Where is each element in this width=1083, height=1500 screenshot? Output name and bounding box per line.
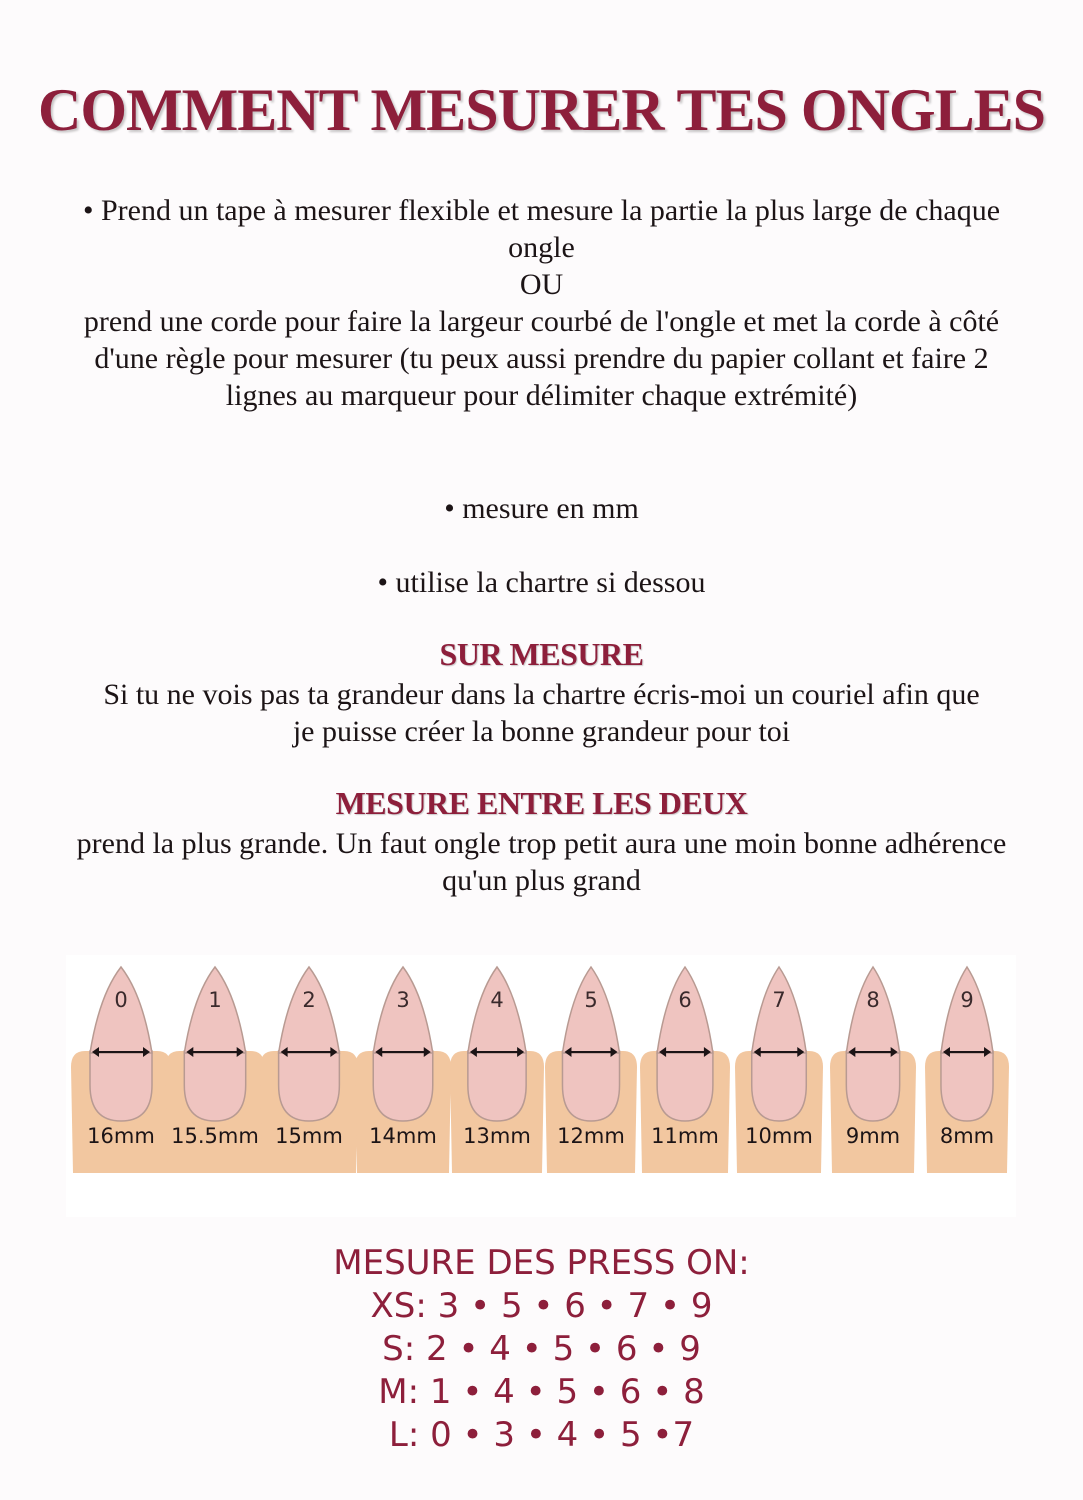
nail-size-number: 2 xyxy=(302,988,316,1012)
nail-size-number: 6 xyxy=(678,988,692,1012)
nail-width-label: 11mm xyxy=(651,1124,719,1148)
nail-bed xyxy=(90,1051,152,1121)
nail-bed xyxy=(562,1051,619,1121)
sur-mesure-heading: SUR MESURE xyxy=(439,636,644,672)
instructions-block xyxy=(70,192,1013,414)
nail-bed xyxy=(373,1051,433,1121)
press-on-set-xs: XS: 3 • 5 • 6 • 7 • 9 xyxy=(370,1286,713,1326)
nail-bed xyxy=(279,1051,340,1121)
nail-size-chart xyxy=(66,955,1016,1217)
nail-bed xyxy=(657,1051,713,1121)
sur-mesure-text: Si tu ne vois pas ta grandeur dans la chartre écris-moi un couriel afin que je puisse créer la bonne grandeur pour toi xyxy=(103,678,980,748)
nail-size-number: 3 xyxy=(396,988,410,1012)
nail-bed xyxy=(941,1051,993,1121)
nail-width-label: 10mm xyxy=(745,1124,813,1148)
nail-width-label: 15mm xyxy=(275,1124,343,1148)
nail-3 xyxy=(355,967,451,1173)
nail-4 xyxy=(450,967,544,1173)
nail-width-label: 16mm xyxy=(87,1124,155,1148)
nail-9 xyxy=(925,967,1009,1173)
nail-size-number: 9 xyxy=(960,988,974,1012)
nail-6 xyxy=(640,967,730,1173)
nail-width-label: 12mm xyxy=(557,1124,625,1148)
instruction-step-1: • Prend un tape à mesurer flexible et mesure la partie la plus large de chaque ongle xyxy=(82,194,1001,264)
nail-bed xyxy=(846,1051,899,1121)
nail-size-chart-svg xyxy=(66,955,1016,1217)
press-on-sizes xyxy=(0,1242,1083,1457)
nail-size-number: 4 xyxy=(490,988,504,1012)
press-on-set-m: M: 1 • 4 • 5 • 6 • 8 xyxy=(378,1372,705,1412)
nail-width-label: 13mm xyxy=(463,1124,531,1148)
nail-size-number: 1 xyxy=(208,988,222,1012)
page-title: COMMENT MESURER TES ONGLES xyxy=(38,77,1045,143)
instruction-step-2: • mesure en mm xyxy=(444,492,639,525)
entre-deux-text: prend la plus grande. Un faut ongle trop petit aura une moin bonne adhérence qu'un plus grand xyxy=(76,827,1007,897)
instruction-or: OU xyxy=(519,268,564,301)
nail-width-label: 8mm xyxy=(939,1124,995,1148)
instruction-step-1-alt: prend une corde pour faire la largeur courbé de l'ongle et met la corde à côté d'une règle pour mesurer (tu peux aussi prendre du papier collant et faire 2 lignes au marqueur pour délimiter chaque extrémité) xyxy=(83,305,1000,412)
nail-size-number: 5 xyxy=(584,988,598,1012)
press-on-heading: MESURE DES PRESS ON: xyxy=(333,1243,750,1283)
nail-width-label: 9mm xyxy=(845,1124,901,1148)
nail-0 xyxy=(71,967,171,1173)
nail-bed xyxy=(752,1051,807,1121)
instruction-step-3: • utilise la chartre si dessou xyxy=(377,566,706,599)
nail-2 xyxy=(260,967,358,1173)
press-on-set-l: L: 0 • 3 • 4 • 5 •7 xyxy=(388,1415,695,1455)
nail-8 xyxy=(830,967,916,1173)
nail-size-number: 8 xyxy=(866,988,880,1012)
nail-width-label: 15.5mm xyxy=(171,1124,259,1148)
entre-deux-heading: MESURE ENTRE LES DEUX xyxy=(335,785,748,821)
nail-bed xyxy=(184,1051,245,1121)
nail-1 xyxy=(166,967,265,1173)
nail-bed xyxy=(468,1051,526,1121)
nail-7 xyxy=(735,967,823,1173)
nail-width-label: 14mm xyxy=(369,1124,437,1148)
nail-size-number: 0 xyxy=(114,988,128,1012)
press-on-set-s: S: 2 • 4 • 5 • 6 • 9 xyxy=(382,1329,701,1369)
nail-5 xyxy=(545,967,637,1173)
nail-size-number: 7 xyxy=(772,988,786,1012)
